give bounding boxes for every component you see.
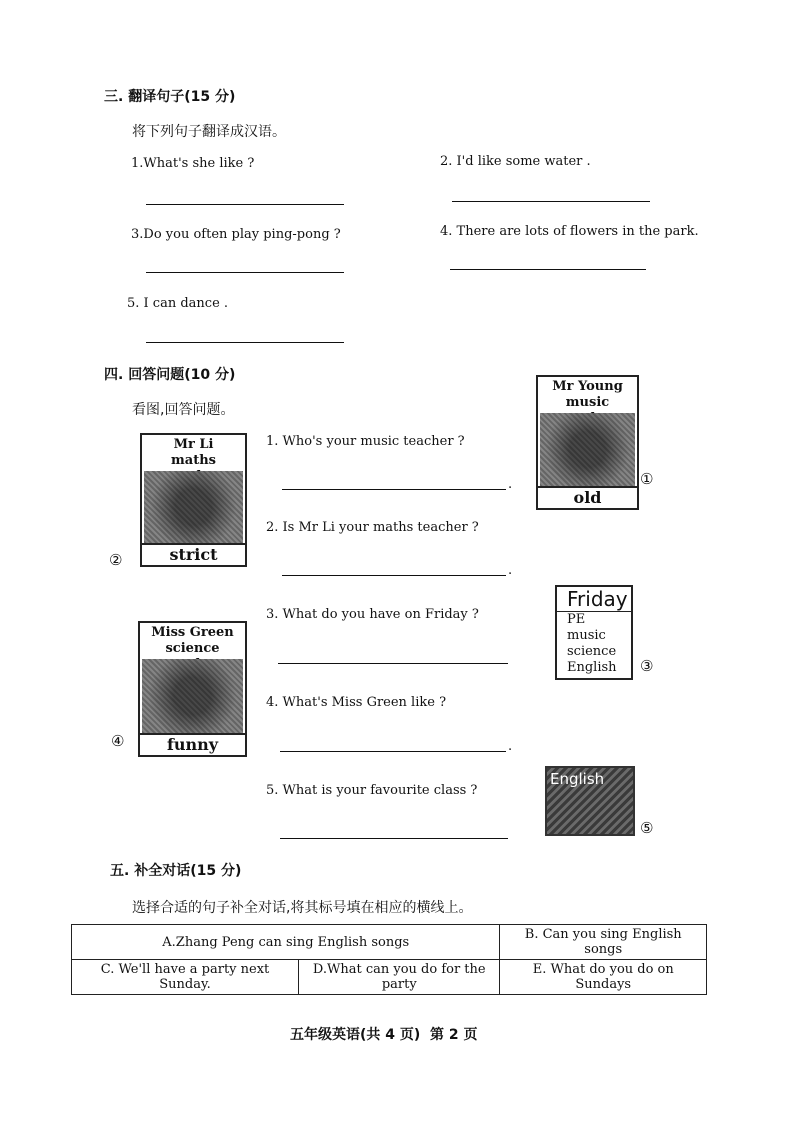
picture-number-5: ⑤	[640, 819, 654, 837]
question-1: 1. Who's your music teacher ?	[266, 434, 465, 449]
teacher-card-li	[140, 433, 247, 567]
translate-item-4: 4. There are lots of flowers in the park.	[440, 224, 699, 239]
question-5: 5. What is your favourite class ?	[266, 783, 478, 798]
schedule-class: music	[567, 628, 606, 643]
options-row-1	[72, 925, 707, 960]
answer-line-4-2[interactable]	[282, 575, 506, 576]
translate-item-2: 2. I'd like some water .	[440, 154, 591, 169]
answer-line-3-1[interactable]	[146, 204, 344, 205]
answer-line-3-4[interactable]	[450, 269, 646, 270]
picture-number-2: ②	[109, 551, 123, 569]
question-4: 4. What's Miss Green like ?	[266, 695, 447, 710]
card-name: Miss Green	[151, 625, 234, 640]
schedule-class: PE	[567, 612, 586, 627]
page-footer: 五年级英语(共 4 页) 第 2 页	[290, 1027, 478, 1043]
option-b: B. Can you sing English songs	[500, 925, 707, 960]
card-role: music	[565, 395, 610, 410]
schedule-class: English	[567, 660, 617, 675]
card-adjective: funny	[140, 733, 245, 755]
answer-line-3-3[interactable]	[146, 272, 344, 273]
card-role: science	[165, 641, 220, 656]
question-3: 3. What do you have on Friday ?	[266, 607, 479, 622]
teacher-photo	[540, 413, 635, 486]
options-row-2	[72, 960, 707, 995]
option-e: E. What do you do on Sundays	[500, 960, 707, 995]
card-name: Mr Li	[173, 437, 214, 452]
card-adjective: strict	[142, 543, 245, 565]
option-d: D.What can you do for the party	[299, 960, 500, 995]
answer-line-4-4[interactable]	[280, 751, 506, 752]
section4-instruction: 看图,回答问题。	[132, 402, 235, 418]
teacher-photo	[142, 659, 243, 733]
period: .	[508, 477, 513, 492]
translate-item-3: 3.Do you often play ping-pong ?	[131, 227, 341, 242]
friday-schedule	[555, 585, 633, 680]
card-name: Mr Young	[552, 379, 623, 394]
translate-item-5: 5. I can dance .	[127, 296, 229, 311]
teacher-card-young	[536, 375, 639, 510]
period: .	[508, 739, 513, 754]
english-class-image	[545, 766, 635, 836]
period: .	[508, 563, 513, 578]
section3-heading: 三. 翻译句子(15 分)	[104, 89, 236, 105]
schedule-day: Friday	[557, 587, 631, 612]
picture-number-3: ③	[640, 657, 654, 675]
picture-number-4: ④	[111, 732, 125, 750]
picture-number-1: ①	[640, 470, 654, 488]
teacher-photo	[144, 471, 243, 543]
option-c: C. We'll have a party next Sunday.	[72, 960, 299, 995]
english-image-label: English	[550, 770, 605, 788]
section5-instruction: 选择合适的句子补全对话,将其标号填在相应的横线上。	[132, 900, 473, 916]
answer-line-4-3[interactable]	[278, 663, 508, 664]
option-a: A.Zhang Peng can sing English songs	[72, 925, 500, 960]
card-adjective: old	[538, 486, 637, 508]
options-table	[71, 924, 707, 995]
answer-line-3-5[interactable]	[146, 342, 344, 343]
section3-instruction: 将下列句子翻译成汉语。	[132, 124, 286, 140]
answer-line-4-5[interactable]	[280, 838, 508, 839]
teacher-card-green	[138, 621, 247, 757]
schedule-class: science	[567, 644, 617, 659]
section4-heading: 四. 回答问题(10 分)	[104, 367, 236, 383]
answer-line-4-1[interactable]	[282, 489, 506, 490]
card-role: maths	[171, 453, 216, 468]
translate-item-1: 1.What's she like ?	[131, 156, 255, 171]
answer-line-3-2[interactable]	[452, 201, 650, 202]
section5-heading: 五. 补全对话(15 分)	[110, 863, 242, 879]
question-2: 2. Is Mr Li your maths teacher ?	[266, 520, 479, 535]
